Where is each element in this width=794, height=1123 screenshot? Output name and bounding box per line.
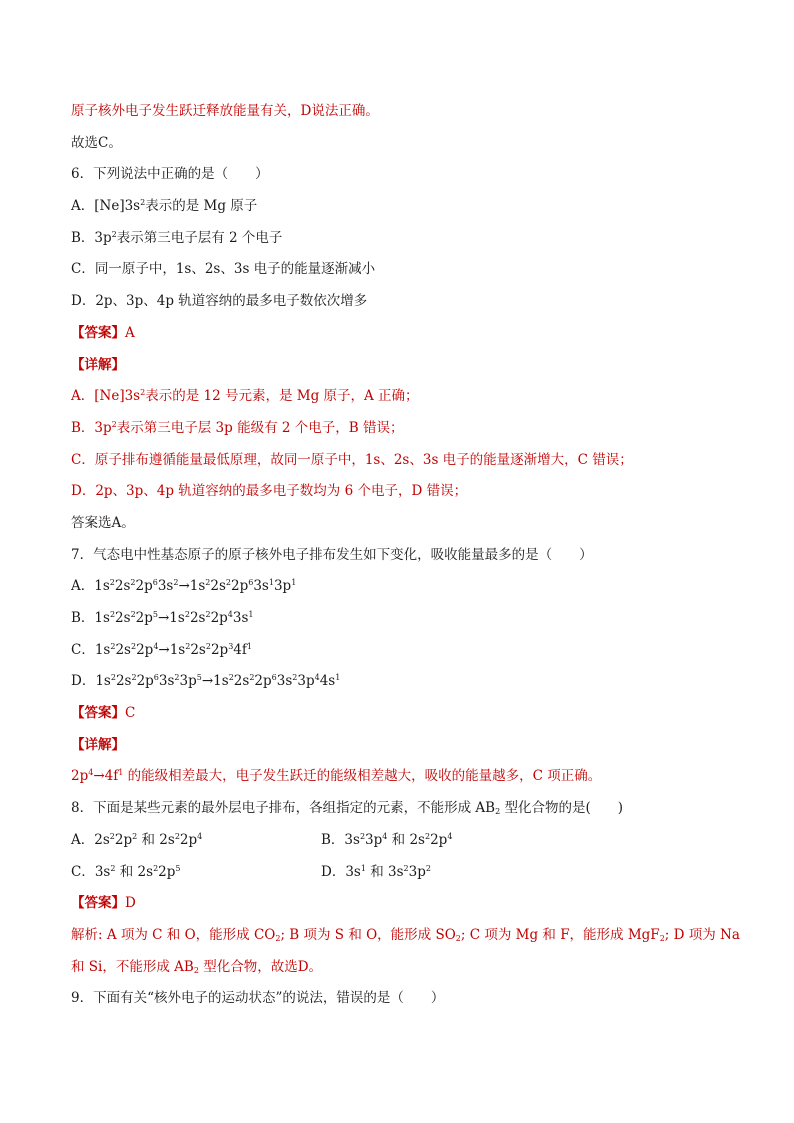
prev-explanation-line: 原子核外电子发生跃迁释放能量有关，D说法正确。 <box>71 103 379 119</box>
question-8-option-b: B．$3s^23p^4$ 和 $2s^22p^4$ <box>321 831 453 848</box>
question-6-answer: 【答案】A <box>71 324 135 341</box>
question-7-answer: 【答案】C <box>71 705 136 722</box>
question-8-option-d: D．$3s^1$ 和 $3s^23p^2$ <box>321 863 431 880</box>
question-8-stem: 8．下面是某些元素的最外层电子排布，各组指定的元素，不能形成 $AB_2$ 型化合物的是( ) <box>71 800 623 817</box>
question-7-option-a: A．$1s^22s^22p^63s^2\to 1s^22s^22p^63s^13p^1$ <box>71 578 297 595</box>
question-6-detail-heading: 【详解】 <box>71 356 125 373</box>
question-8-options-row-2 <box>71 857 731 889</box>
question-7-option-d: D．$1s^22s^22p^63s^23p^5\to 1s^22s^22p^63s^23p^44s^1$ <box>71 673 341 690</box>
prev-conclusion: 故选C。 <box>71 134 122 151</box>
question-6-option-b: B．$3p^2$表示第三电子层有 2 个电子 <box>71 229 283 246</box>
question-6-conclusion: 答案选A。 <box>71 514 135 531</box>
question-6-option-a: A．$[Ne]3s^2$表示的是 Mg 原子 <box>71 198 258 215</box>
question-6-stem: 6．下列说法中正确的是（ ） <box>71 166 269 183</box>
question-7-detail-heading: 【详解】 <box>71 736 125 753</box>
question-8-explanation-line-1: 解析: A 项为 C 和 O，能形成 $CO_2$; B 项为 S 和 O，能形成 $SO_2$; C 项为 Mg 和 F，能形成 MgF$_2$; D 项为 Na <box>71 926 740 943</box>
question-7-option-c: C．$1s^22s^22p^4\to 1s^22s^22p^34f^1$ <box>71 641 252 658</box>
question-6-option-d: D．2p、3p、4p 轨道容纳的最多电子数依次增多 <box>71 293 368 310</box>
question-8-options-row-1 <box>71 825 731 857</box>
question-6-explanation-b: B．$3p^2$表示第三电子层 3p 能级有 2 个电子，B 错误； <box>71 419 404 436</box>
document-page <box>71 96 740 1015</box>
question-9-stem: 9．下面有关“核外电子的运动状态”的说法，错误的是（ ） <box>71 990 445 1007</box>
question-6-explanation-c: C．原子排布遵循能量最低原理，故同一原子中，1s、2s、3s 电子的能量逐渐增大，C 错误； <box>71 451 633 468</box>
question-6-option-c: C．同一原子中，1s、2s、3s 电子的能量逐渐减小 <box>71 261 376 278</box>
question-8-option-a: A．$2s^22p^2$ 和 $2s^22p^4$ <box>71 831 203 848</box>
question-7-explanation: $2p^4\to 4f^1$ 的能级相差最大，电子发生跃迁的能级相差越大，吸收的能量越多，C 项正确。 <box>71 768 602 785</box>
question-8-explanation-line-2: 和 Si，不能形成 $AB_2$ 型化合物，故选D。 <box>71 958 323 975</box>
question-8-option-c: C．$3s^2$ 和 $2s^22p^5$ <box>71 863 181 880</box>
question-6-explanation-d: D．2p、3p、4p 轨道容纳的最多电子数均为 6 个电子，D 错误； <box>71 483 468 500</box>
question-7-option-b: B．$1s^22s^22p^5\to 1s^22s^22p^43s^1$ <box>71 610 254 626</box>
question-8-answer: 【答案】D <box>71 895 136 912</box>
question-7-stem: 7．气态电中性基态原子的原子核外电子排布发生如下变化，吸收能量最多的是（ ） <box>71 546 593 563</box>
question-6-explanation-a: A．$[Ne]3s^2$表示的是 12 号元素，是 Mg 原子，A 正确； <box>71 388 419 405</box>
